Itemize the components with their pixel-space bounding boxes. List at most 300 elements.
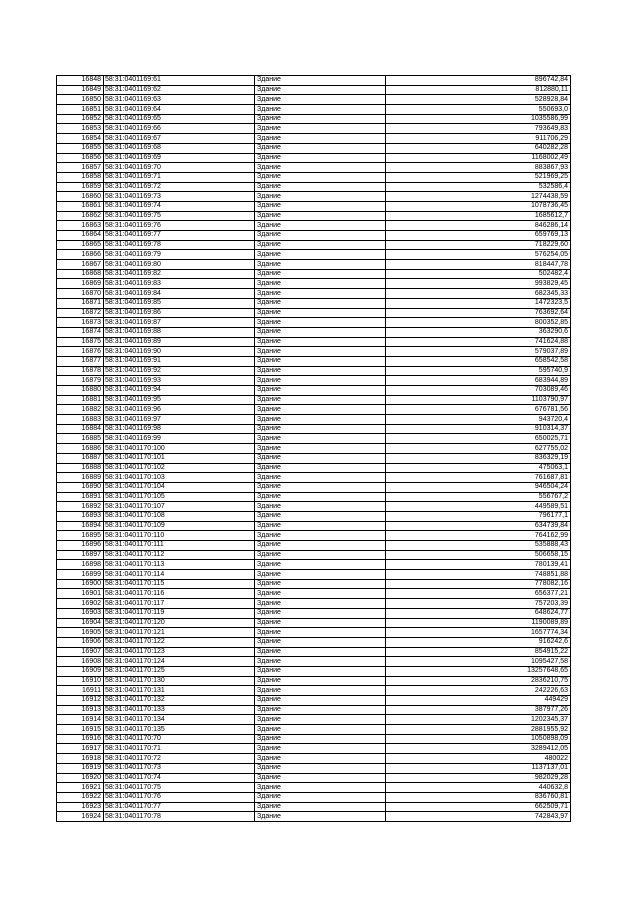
row-number: 16894 (57, 521, 104, 531)
cadastral-value: 946504,24 (386, 482, 571, 492)
cadastral-value: 3289412,05 (386, 744, 571, 754)
cadastral-number: 58:31:0401169:75 (104, 211, 255, 221)
row-number: 16885 (57, 434, 104, 444)
row-number: 16914 (57, 715, 104, 725)
cadastral-value: 2881955,92 (386, 725, 571, 735)
object-type: Здание (255, 366, 386, 376)
row-number: 16907 (57, 647, 104, 657)
table-row (57, 502, 571, 512)
object-type: Здание (255, 715, 386, 725)
row-number: 16890 (57, 482, 104, 492)
table-row (57, 250, 571, 260)
row-number: 16850 (57, 95, 104, 105)
row-number: 16901 (57, 589, 104, 599)
object-type: Здание (255, 250, 386, 260)
object-type: Здание (255, 124, 386, 134)
table-row (57, 366, 571, 376)
cadastral-value: 1685612,7 (386, 211, 571, 221)
row-number: 16867 (57, 260, 104, 270)
object-type: Здание (255, 221, 386, 231)
cadastral-number: 58:31:0401169:98 (104, 424, 255, 434)
cadastral-number: 58:31:0401170:121 (104, 628, 255, 638)
object-type: Здание (255, 153, 386, 163)
object-type: Здание (255, 734, 386, 744)
object-type: Здание (255, 792, 386, 802)
cadastral-number: 58:31:0401169:68 (104, 143, 255, 153)
object-type: Здание (255, 376, 386, 386)
object-type: Здание (255, 599, 386, 609)
table-row (57, 783, 571, 793)
cadastral-value: 764162,99 (386, 531, 571, 541)
cadastral-value: 836760,81 (386, 792, 571, 802)
row-number: 16916 (57, 734, 104, 744)
row-number: 16909 (57, 666, 104, 676)
row-number: 16923 (57, 802, 104, 812)
cadastral-value: 993829,45 (386, 279, 571, 289)
object-type: Здание (255, 608, 386, 618)
row-number: 16859 (57, 182, 104, 192)
row-number: 16882 (57, 405, 104, 415)
row-number: 16864 (57, 231, 104, 241)
object-type: Здание (255, 676, 386, 686)
table-row (57, 76, 571, 86)
cadastral-number: 58:31:0401169:94 (104, 386, 255, 396)
row-number: 16856 (57, 153, 104, 163)
object-type: Здание (255, 163, 386, 173)
cadastral-value: 943720,4 (386, 415, 571, 425)
cadastral-value: 982029,28 (386, 773, 571, 783)
cadastral-value: 676781,56 (386, 405, 571, 415)
cadastral-value: 449429 (386, 696, 571, 706)
table-row (57, 337, 571, 347)
row-number: 16860 (57, 192, 104, 202)
object-type: Здание (255, 541, 386, 551)
table-row (57, 570, 571, 580)
cadastral-number: 58:31:0401169:70 (104, 163, 255, 173)
cadastral-number: 58:31:0401169:86 (104, 308, 255, 318)
cadastral-number: 58:31:0401169:69 (104, 153, 255, 163)
table-row (57, 715, 571, 725)
cadastral-number: 58:31:0401169:90 (104, 347, 255, 357)
cadastral-value: 682345,33 (386, 289, 571, 299)
object-type: Здание (255, 618, 386, 628)
table-row (57, 560, 571, 570)
table-row (57, 347, 571, 357)
cadastral-value: 683944,89 (386, 376, 571, 386)
cadastral-number: 58:31:0401170:116 (104, 589, 255, 599)
row-number: 16899 (57, 570, 104, 580)
cadastral-value: 387977,26 (386, 705, 571, 715)
cadastral-value: 662509,71 (386, 802, 571, 812)
cadastral-number: 58:31:0401170:112 (104, 550, 255, 560)
cadastral-number: 58:31:0401170:75 (104, 783, 255, 793)
row-number: 16910 (57, 676, 104, 686)
row-number: 16898 (57, 560, 104, 570)
table-row (57, 608, 571, 618)
cadastral-number: 58:31:0401170:120 (104, 618, 255, 628)
cadastral-value: 2836210,75 (386, 676, 571, 686)
table-row (57, 231, 571, 241)
cadastral-number: 58:31:0401170:124 (104, 657, 255, 667)
object-type: Здание (255, 211, 386, 221)
table-row (57, 124, 571, 134)
cadastral-number: 58:31:0401170:105 (104, 492, 255, 502)
table-row (57, 511, 571, 521)
row-number: 16877 (57, 356, 104, 366)
object-type: Здание (255, 424, 386, 434)
object-type: Здание (255, 589, 386, 599)
row-number: 16921 (57, 783, 104, 793)
row-number: 16886 (57, 444, 104, 454)
table-row (57, 599, 571, 609)
cadastral-value: 796177,1 (386, 511, 571, 521)
cadastral-value: 742843,97 (386, 812, 571, 822)
object-type: Здание (255, 405, 386, 415)
cadastral-number: 58:31:0401170:134 (104, 715, 255, 725)
object-type: Здание (255, 502, 386, 512)
cadastral-value: 550693,0 (386, 105, 571, 115)
row-number: 16861 (57, 201, 104, 211)
object-type: Здание (255, 783, 386, 793)
cadastral-value: 896742,84 (386, 76, 571, 86)
cadastral-value: 883867,93 (386, 163, 571, 173)
object-type: Здание (255, 521, 386, 531)
cadastral-value: 475063,1 (386, 463, 571, 473)
table-row (57, 356, 571, 366)
row-number: 16862 (57, 211, 104, 221)
table-row (57, 153, 571, 163)
cadastral-value: 656377,21 (386, 589, 571, 599)
cadastral-value: 13257648,65 (386, 666, 571, 676)
table-row (57, 269, 571, 279)
table-row (57, 376, 571, 386)
table-row (57, 279, 571, 289)
row-number: 16920 (57, 773, 104, 783)
object-type: Здание (255, 453, 386, 463)
row-number: 16893 (57, 511, 104, 521)
object-type: Здание (255, 85, 386, 95)
object-type: Здание (255, 240, 386, 250)
cadastral-number: 58:31:0401170:133 (104, 705, 255, 715)
cadastral-value: 800352,85 (386, 318, 571, 328)
cadastral-number: 58:31:0401170:125 (104, 666, 255, 676)
row-number: 16853 (57, 124, 104, 134)
cadastral-number: 58:31:0401170:111 (104, 541, 255, 551)
table-row (57, 744, 571, 754)
cadastral-number: 58:31:0401170:76 (104, 792, 255, 802)
table-row (57, 105, 571, 115)
object-type: Здание (255, 511, 386, 521)
cadastral-value: 440632,8 (386, 783, 571, 793)
cadastral-number: 58:31:0401169:65 (104, 114, 255, 124)
cadastral-number: 58:31:0401170:71 (104, 744, 255, 754)
row-number: 16897 (57, 550, 104, 560)
table-row (57, 327, 571, 337)
cadastral-number: 58:31:0401170:70 (104, 734, 255, 744)
table-row (57, 386, 571, 396)
table-row (57, 308, 571, 318)
cadastral-number: 58:31:0401169:87 (104, 318, 255, 328)
object-type: Здание (255, 386, 386, 396)
object-type: Здание (255, 763, 386, 773)
row-number: 16903 (57, 608, 104, 618)
table-row (57, 182, 571, 192)
row-number: 16869 (57, 279, 104, 289)
table-row (57, 579, 571, 589)
cadastral-value: 910314,37 (386, 424, 571, 434)
object-type: Здание (255, 143, 386, 153)
cadastral-number: 58:31:0401169:77 (104, 231, 255, 241)
cadastral-value: 363290,6 (386, 327, 571, 337)
row-number: 16854 (57, 134, 104, 144)
row-number: 16915 (57, 725, 104, 735)
row-number: 16891 (57, 492, 104, 502)
object-type: Здание (255, 105, 386, 115)
table-row (57, 637, 571, 647)
cadastral-value: 528928,84 (386, 95, 571, 105)
row-number: 16866 (57, 250, 104, 260)
cadastral-number: 58:31:0401169:80 (104, 260, 255, 270)
table-row (57, 201, 571, 211)
cadastral-number: 58:31:0401169:84 (104, 289, 255, 299)
row-number: 16865 (57, 240, 104, 250)
row-number: 16912 (57, 696, 104, 706)
row-number: 16852 (57, 114, 104, 124)
cadastral-value: 659769,13 (386, 231, 571, 241)
row-number: 16888 (57, 463, 104, 473)
row-number: 16922 (57, 792, 104, 802)
cadastral-value: 242226,63 (386, 686, 571, 696)
cadastral-number: 58:31:0401170:122 (104, 637, 255, 647)
object-type: Здание (255, 298, 386, 308)
table-row (57, 492, 571, 502)
table-row (57, 676, 571, 686)
cadastral-value: 846286,14 (386, 221, 571, 231)
table-row (57, 85, 571, 95)
table-row (57, 289, 571, 299)
table-row (57, 754, 571, 764)
cadastral-number: 58:31:0401170:113 (104, 560, 255, 570)
object-type: Здание (255, 463, 386, 473)
table-row (57, 589, 571, 599)
object-type: Здание (255, 473, 386, 483)
object-type: Здание (255, 705, 386, 715)
row-number: 16874 (57, 327, 104, 337)
table-row (57, 812, 571, 822)
cadastral-value: 1190089,89 (386, 618, 571, 628)
table-row (57, 318, 571, 328)
registry-table (56, 75, 571, 822)
object-type: Здание (255, 327, 386, 337)
cadastral-value: 579037,89 (386, 347, 571, 357)
object-type: Здание (255, 657, 386, 667)
object-type: Здание (255, 802, 386, 812)
registry-sheet (56, 75, 570, 822)
cadastral-value: 650025,71 (386, 434, 571, 444)
row-number: 16917 (57, 744, 104, 754)
table-row (57, 541, 571, 551)
row-number: 16900 (57, 579, 104, 589)
cadastral-number: 58:31:0401170:109 (104, 521, 255, 531)
table-row (57, 763, 571, 773)
table-row (57, 114, 571, 124)
object-type: Здание (255, 560, 386, 570)
object-type: Здание (255, 308, 386, 318)
cadastral-value: 1168002,49 (386, 153, 571, 163)
row-number: 16887 (57, 453, 104, 463)
object-type: Здание (255, 318, 386, 328)
row-number: 16871 (57, 298, 104, 308)
cadastral-number: 58:31:0401170:110 (104, 531, 255, 541)
row-number: 16851 (57, 105, 104, 115)
table-row (57, 696, 571, 706)
cadastral-value: 916242,6 (386, 637, 571, 647)
cadastral-value: 627755,02 (386, 444, 571, 454)
cadastral-value: 449589,51 (386, 502, 571, 512)
cadastral-number: 58:31:0401169:88 (104, 327, 255, 337)
object-type: Здание (255, 812, 386, 822)
row-number: 16878 (57, 366, 104, 376)
object-type: Здание (255, 76, 386, 86)
cadastral-number: 58:31:0401170:132 (104, 696, 255, 706)
row-number: 16911 (57, 686, 104, 696)
row-number: 16896 (57, 541, 104, 551)
cadastral-number: 58:31:0401170:117 (104, 599, 255, 609)
object-type: Здание (255, 773, 386, 783)
cadastral-value: 1035586,99 (386, 114, 571, 124)
cadastral-value: 634739,84 (386, 521, 571, 531)
cadastral-value: 648624,77 (386, 608, 571, 618)
table-row (57, 415, 571, 425)
object-type: Здание (255, 754, 386, 764)
cadastral-number: 58:31:0401169:79 (104, 250, 255, 260)
cadastral-value: 1472323,5 (386, 298, 571, 308)
table-row (57, 405, 571, 415)
table-row (57, 734, 571, 744)
cadastral-number: 58:31:0401170:107 (104, 502, 255, 512)
row-number: 16892 (57, 502, 104, 512)
table-row (57, 792, 571, 802)
object-type: Здание (255, 444, 386, 454)
cadastral-number: 58:31:0401169:97 (104, 415, 255, 425)
cadastral-number: 58:31:0401170:123 (104, 647, 255, 657)
table-row (57, 473, 571, 483)
cadastral-number: 58:31:0401170:135 (104, 725, 255, 735)
object-type: Здание (255, 201, 386, 211)
cadastral-value: 818447,78 (386, 260, 571, 270)
cadastral-value: 506658,15 (386, 550, 571, 560)
cadastral-value: 812880,11 (386, 85, 571, 95)
cadastral-number: 58:31:0401170:130 (104, 676, 255, 686)
object-type: Здание (255, 260, 386, 270)
object-type: Здание (255, 182, 386, 192)
table-row (57, 260, 571, 270)
cadastral-value: 1078736,45 (386, 201, 571, 211)
cadastral-number: 58:31:0401170:108 (104, 511, 255, 521)
row-number: 16879 (57, 376, 104, 386)
object-type: Здание (255, 114, 386, 124)
object-type: Здание (255, 95, 386, 105)
cadastral-number: 58:31:0401169:66 (104, 124, 255, 134)
object-type: Здание (255, 550, 386, 560)
row-number: 16906 (57, 637, 104, 647)
table-row (57, 434, 571, 444)
cadastral-number: 58:31:0401169:78 (104, 240, 255, 250)
cadastral-number: 58:31:0401170:119 (104, 608, 255, 618)
cadastral-value: 532586,4 (386, 182, 571, 192)
cadastral-number: 58:31:0401170:72 (104, 754, 255, 764)
cadastral-value: 741624,88 (386, 337, 571, 347)
row-number: 16880 (57, 386, 104, 396)
cadastral-number: 58:31:0401169:71 (104, 172, 255, 182)
cadastral-value: 595740,9 (386, 366, 571, 376)
object-type: Здание (255, 356, 386, 366)
row-number: 16924 (57, 812, 104, 822)
cadastral-value: 480022 (386, 754, 571, 764)
object-type: Здание (255, 725, 386, 735)
object-type: Здание (255, 347, 386, 357)
cadastral-number: 58:31:0401169:61 (104, 76, 255, 86)
cadastral-value: 748851,88 (386, 570, 571, 580)
cadastral-number: 58:31:0401170:103 (104, 473, 255, 483)
cadastral-number: 58:31:0401169:92 (104, 366, 255, 376)
row-number: 16883 (57, 415, 104, 425)
row-number: 16905 (57, 628, 104, 638)
table-row (57, 802, 571, 812)
row-number: 16902 (57, 599, 104, 609)
table-row (57, 725, 571, 735)
table-row (57, 666, 571, 676)
table-row (57, 463, 571, 473)
table-row (57, 618, 571, 628)
cadastral-value: 1137137,01 (386, 763, 571, 773)
table-row (57, 531, 571, 541)
table-row (57, 172, 571, 182)
cadastral-number: 58:31:0401169:99 (104, 434, 255, 444)
object-type: Здание (255, 289, 386, 299)
registry-table-body (57, 76, 571, 822)
cadastral-number: 58:31:0401170:74 (104, 773, 255, 783)
object-type: Здание (255, 231, 386, 241)
object-type: Здание (255, 482, 386, 492)
table-row (57, 424, 571, 434)
cadastral-value: 502482,4 (386, 269, 571, 279)
object-type: Здание (255, 434, 386, 444)
table-row (57, 550, 571, 560)
cadastral-number: 58:31:0401170:100 (104, 444, 255, 454)
cadastral-value: 556767,2 (386, 492, 571, 502)
cadastral-value: 1095427,58 (386, 657, 571, 667)
object-type: Здание (255, 492, 386, 502)
cadastral-number: 58:31:0401169:73 (104, 192, 255, 202)
cadastral-value: 718229,60 (386, 240, 571, 250)
cadastral-value: 1657774,34 (386, 628, 571, 638)
object-type: Здание (255, 415, 386, 425)
row-number: 16919 (57, 763, 104, 773)
cadastral-value: 780139,41 (386, 560, 571, 570)
row-number: 16875 (57, 337, 104, 347)
cadastral-number: 58:31:0401170:114 (104, 570, 255, 580)
cadastral-value: 535888,43 (386, 541, 571, 551)
cadastral-value: 1103790,97 (386, 395, 571, 405)
cadastral-value: 703089,46 (386, 386, 571, 396)
cadastral-number: 58:31:0401169:85 (104, 298, 255, 308)
table-row (57, 453, 571, 463)
row-number: 16881 (57, 395, 104, 405)
object-type: Здание (255, 531, 386, 541)
table-row (57, 444, 571, 454)
cadastral-value: 658542,58 (386, 356, 571, 366)
